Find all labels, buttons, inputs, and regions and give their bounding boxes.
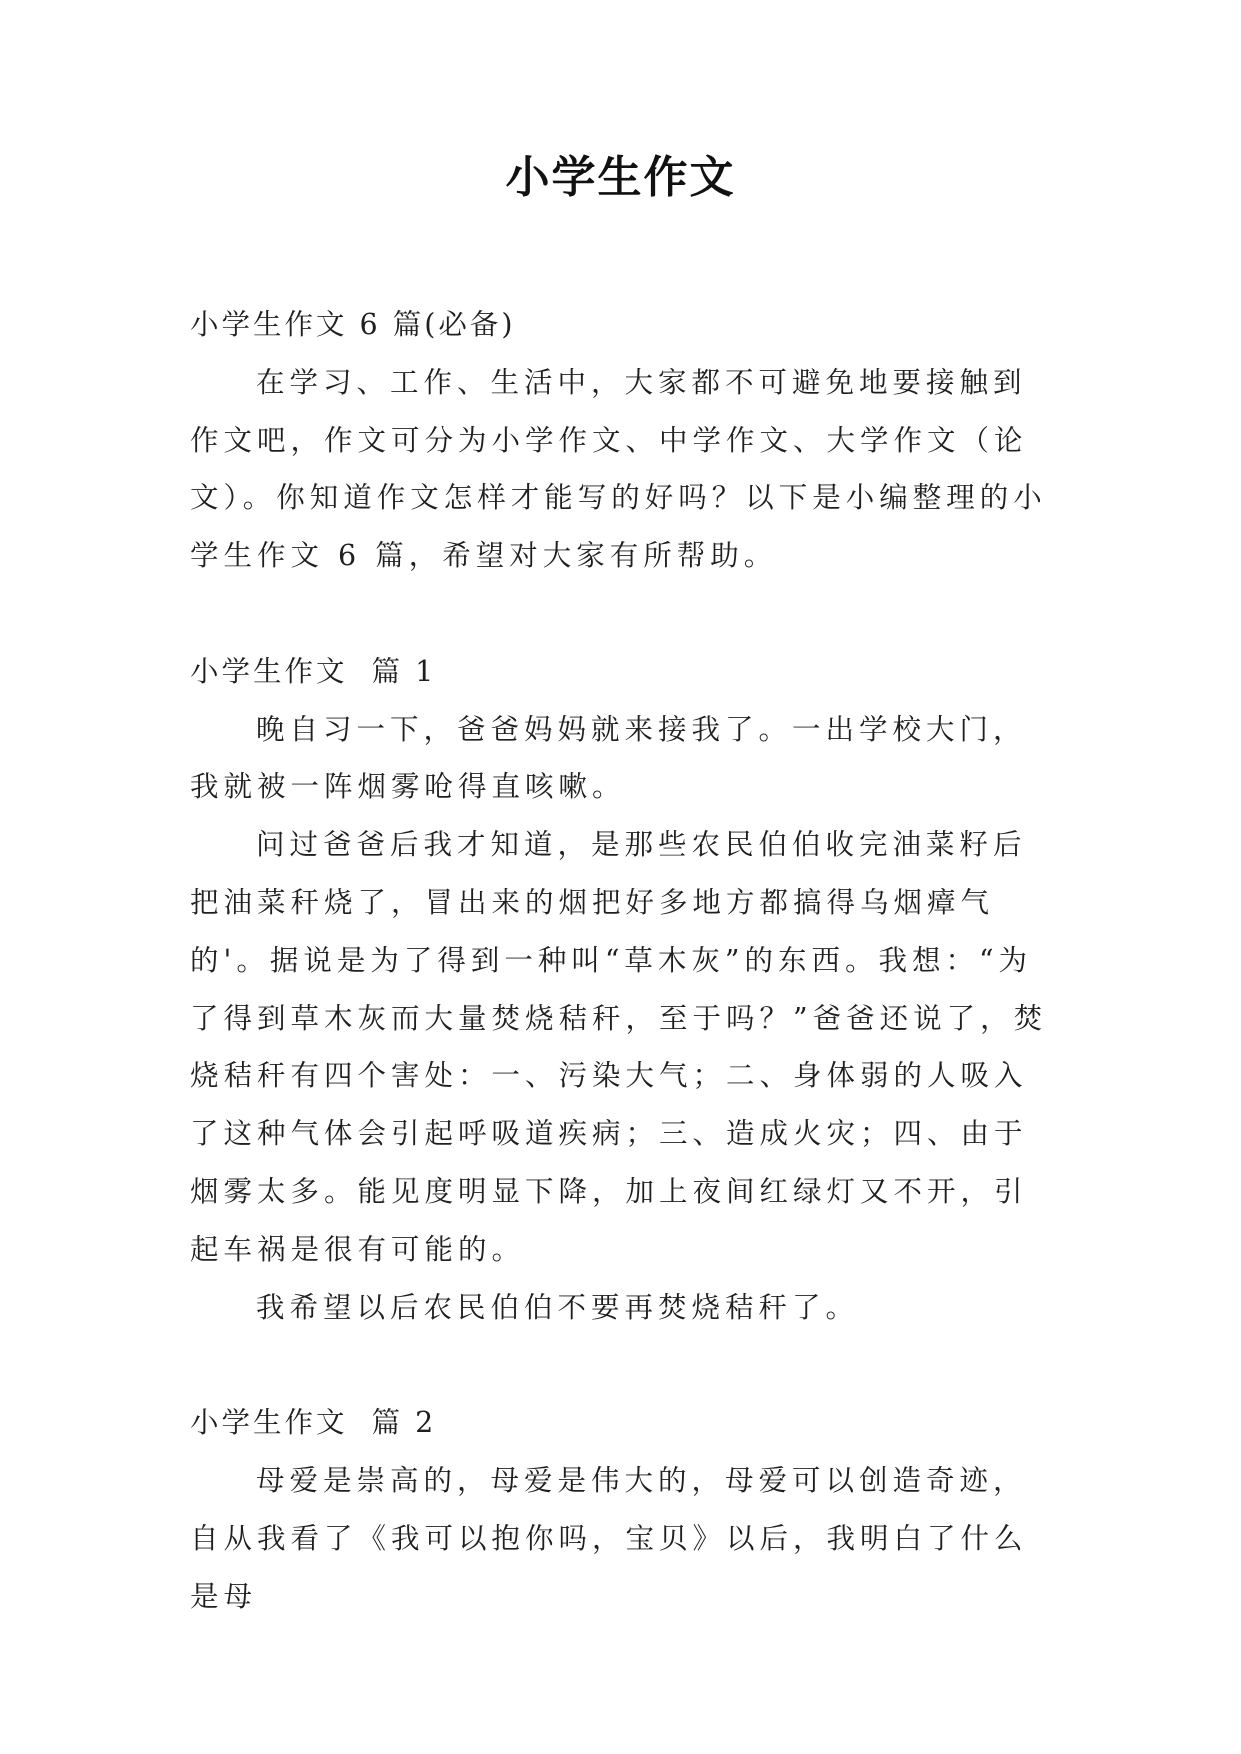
article-2-section: [190, 1394, 1050, 1625]
article-1-paragraph-3: 我希望以后农民伯伯不要再焚烧秸秆了。: [256, 1290, 860, 1324]
article-2-paragraph-1: 母爱是崇高的，母爱是伟大的，母爱可以创造奇迹，自从我看了《我可以抱你吗，宝贝》以后，我明白了什么是母: [190, 1463, 1028, 1613]
intro-heading: 小学生作文 6 篇(必备): [190, 308, 516, 341]
article-1-paragraph-1: 晚自习一下，爸爸妈妈就来接我了。一出学校大门，我就被一阵烟雾呛得直咳嗽。: [190, 712, 1027, 804]
article-2-heading: 小学生作文 篇 2: [190, 1406, 437, 1440]
intro-section: [190, 296, 1050, 585]
article-1-paragraph-2: 问过爸爸后我才知道，是那些农民伯伯收完油菜籽后把油菜秆烧了，冒出来的烟把好多地方都搞得乌烟瘴气的'。据说是为了得到一种叫“草木灰”的东西。我想：“为了得到草木灰而大量焚烧秸秆，至于吗？”爸爸还说了，焚烧秸秆有四个害处：一、污染大气；二、身体弱的人吸入了这种气体会引起呼吸道疾病；三、造成火灾；四、由于烟雾太多。能见度明显下降，加上夜间红绿灯又不开，引起车祸是很有可能的。: [190, 828, 1048, 1266]
article-1-heading: 小学生作文 篇 1: [190, 654, 437, 688]
document-body: [190, 296, 1050, 1625]
section-spacer: [190, 585, 1050, 643]
section-spacer: [190, 1336, 1050, 1394]
intro-paragraph: 在学习、工作、生活中，大家都不可避免地要接触到作文吧，作文可分为小学作文、中学作文、大学作文（论文）。你知道作文怎样才能写的好吗？以下是小编整理的小学生作文 6 篇，希望对大家有所帮助。: [190, 365, 1047, 573]
document-title: 小学生作文: [505, 152, 736, 203]
article-1-section: [190, 643, 1050, 1337]
